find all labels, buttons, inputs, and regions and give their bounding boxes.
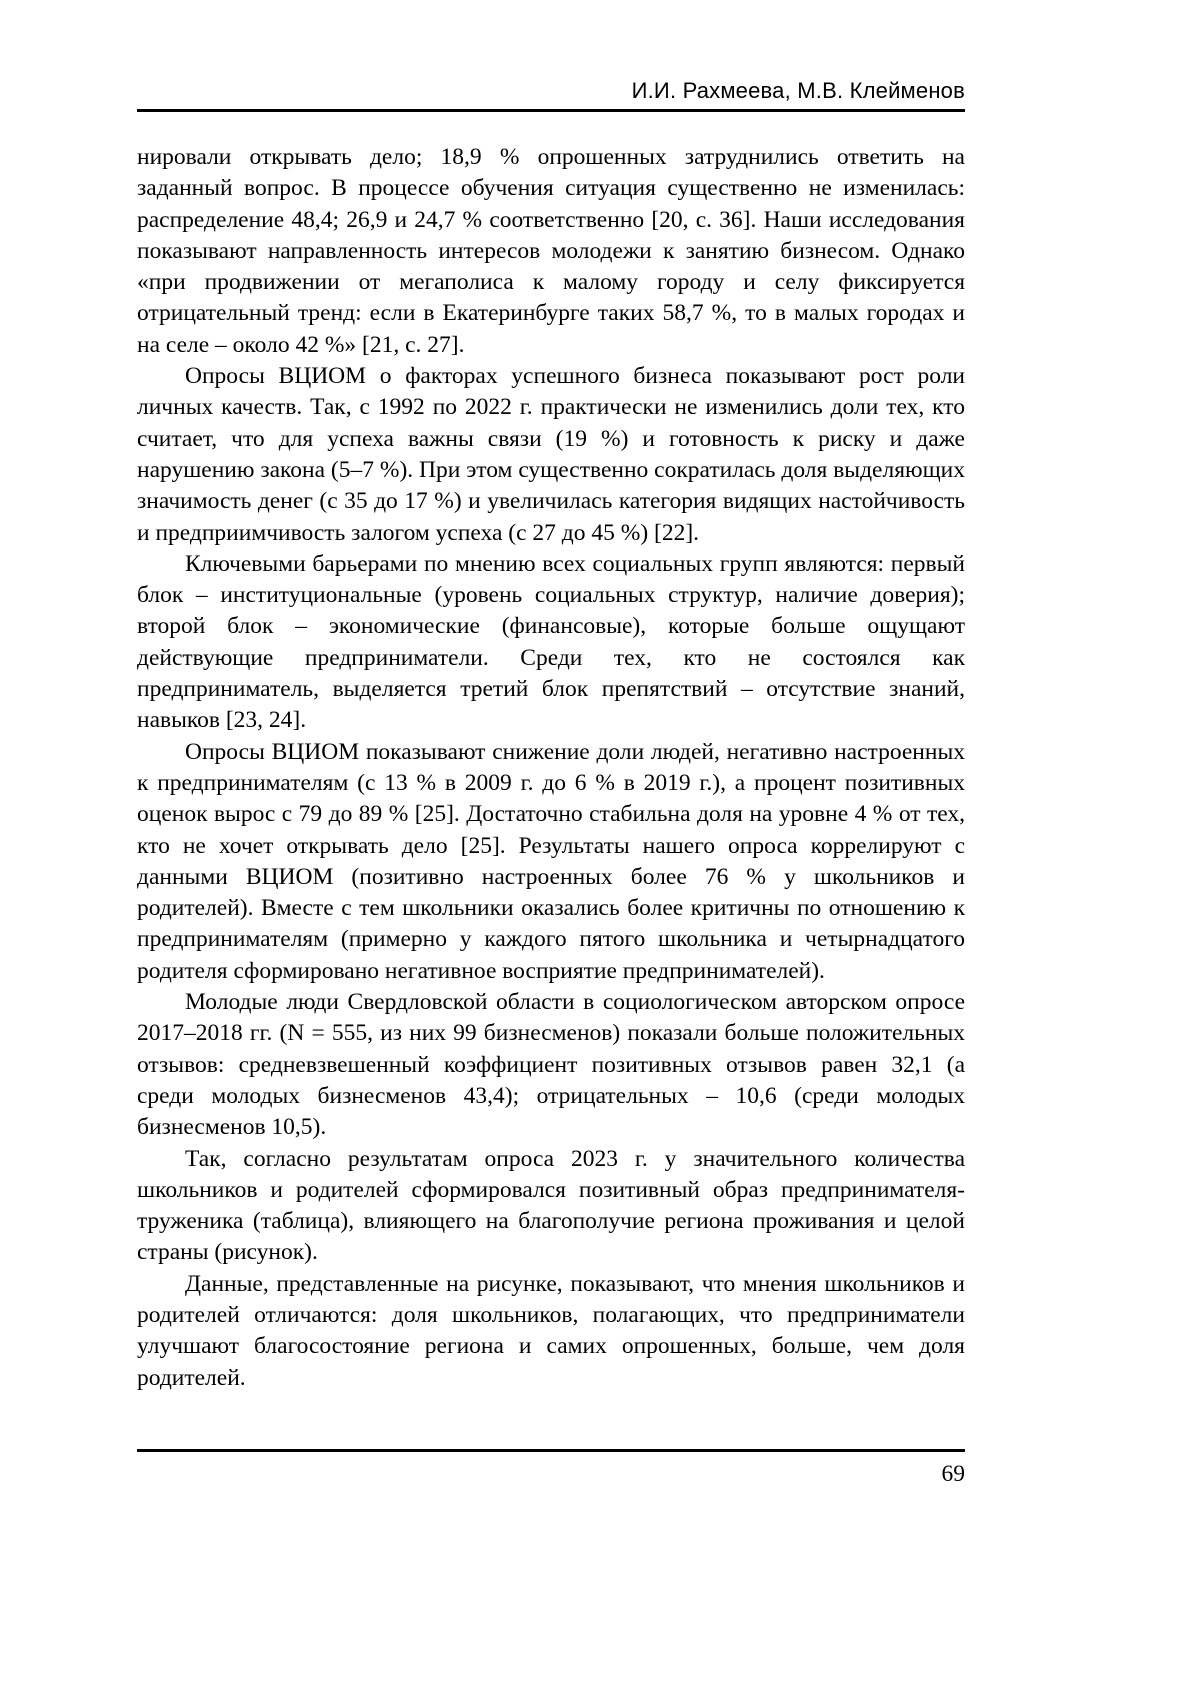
running-header [137,78,965,112]
header-authors: И.И. Рахмеева, М.В. Клейменов [631,78,965,103]
page-footer [137,1449,965,1488]
header-rule [137,109,965,112]
paragraph: Опросы ВЦИОМ о факторах успешного бизнеса показывают рост роли личных качеств. Так, с 1992 по 2022 г. практически не изменились доли тех, кто считает, что для успеха важны связи (19 %) и готовность к риску и даже нарушению закона (5–7 %). При этом существенно сократилась доля выделяющих значимость денег (с 35 до 17 %) и увеличилась категория видящих настойчивость и предприимчивость залогом успеха (с 27 до 45 %) [22]. [137,363,965,546]
article-body [137,142,965,1394]
page-number: 69 [941,1461,965,1487]
paragraph: Молодые люди Свердловской области в социологическом авторском опросе 2017–2018 гг. (N = 555, из них 99 бизнесменов) показали больше положительных отзывов: средневзвешенный коэффициент позитивных отзывов равен 32,1 (а среди молодых бизнесменов 43,4); отрицательных – 10,6 (среди молодых бизнесменов 10,5). [137,989,965,1141]
footer-rule [137,1449,965,1452]
paragraph: Так, согласно результатам опроса 2023 г. у значительного количества школьников и родителей сформировался позитивный образ предпринимателя-труженика (таблица), влияющего на благополучие региона проживания и целой страны (рисунок). [137,1145,965,1266]
paragraph: Ключевыми барьерами по мнению всех социальных групп являются: первый блок – институциональные (уровень социальных структур, наличие доверия); второй блок – экономические (финансовые), которые больше ощущают действующие предприниматели. Среди тех, кто не состоялся как предприниматель, выделяется третий блок препятствий – отсутствие знаний, навыков [23, 24]. [137,550,965,734]
paragraph: Данные, представленные на рисунке, показывают, что мнения школьников и родителей отличаются: доля школьников, полагающих, что предприниматели улучшают благосостояние региона и самих опрошенных, больше, чем доля родителей. [137,1270,965,1391]
paragraph: нировали открывать дело; 18,9 % опрошенных затруднились ответить на заданный вопрос. В процессе обучения ситуация существенно не изменилась: распределение 48,4; 26,9 и 24,7 % соответственно [20, с. 36]. Наши исследования показывают направленность интересов молодежи к занятию бизнесом. Однако «при продвижении от мегаполиса к малому городу и селу фиксируется отрицательный тренд: если в Екатеринбурге таких 58,7 %, то в малых городах и на селе – около 42 %» [21, с. 27]. [137,144,965,358]
paragraph: Опросы ВЦИОМ показывают снижение доли людей, негативно настроенных к предпринимателям (с 13 % в 2009 г. до 6 % в 2019 г.), а процент позитивных оценок вырос с 79 до 89 % [25]. Достаточно стабильна доля на уровне 4 % от тех, кто не хочет открывать дело [25]. Результаты нашего опроса коррелируют с данными ВЦИОМ (позитивно настроенных более 76 % у школьников и родителей). Вместе с тем школьники оказались более критичны по отношению к предпринимателям (примерно у каждого пятого школьника и четырнадцатого родителя сформировано негативное восприятие предпринимателей). [137,738,965,984]
